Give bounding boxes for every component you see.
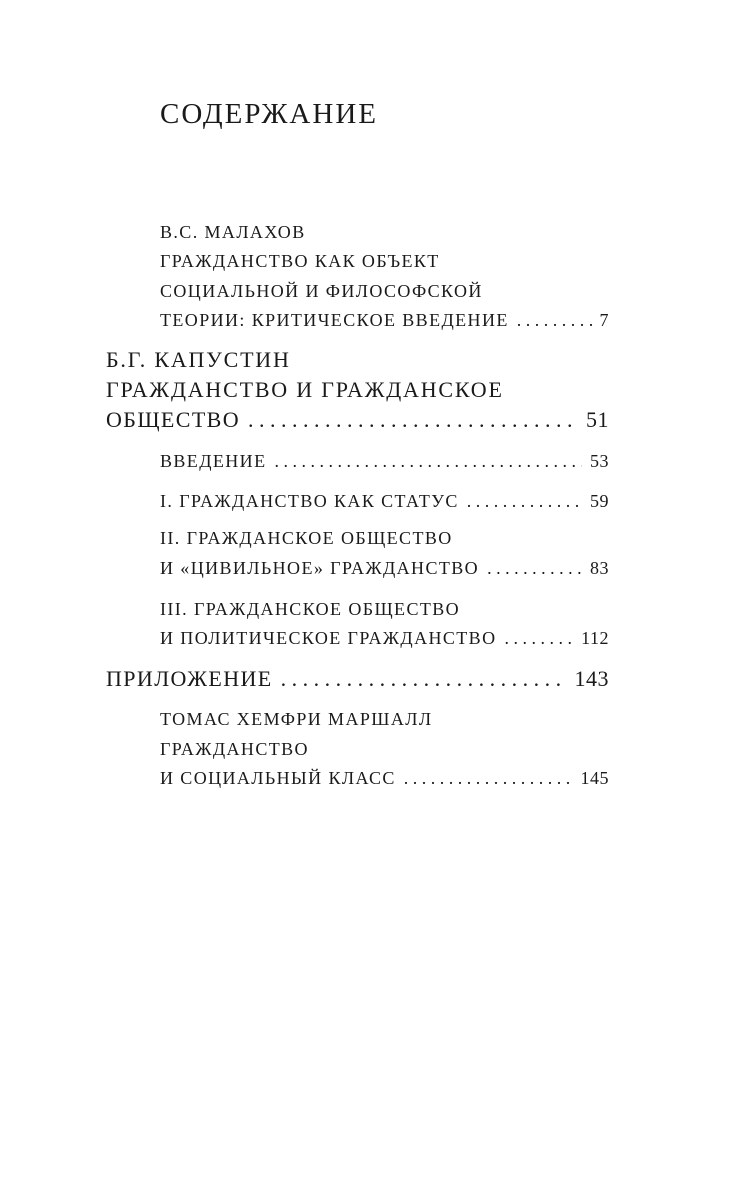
page-number: 143 <box>574 666 609 691</box>
toc-entry-malakhov[interactable] <box>160 310 609 331</box>
page-number: 7 <box>599 310 609 330</box>
chapter-3-line2: И ПОЛИТИЧЕСКОЕ ГРАЖДАНСТВО <box>160 628 497 648</box>
kapustin-title-line2: ОБЩЕСТВО <box>106 407 241 432</box>
marshall-title-line1: ГРАЖДАНСТВО <box>160 739 309 759</box>
marshall-author: ТОМАС ХЕМФРИ МАРШАЛЛ <box>160 709 433 729</box>
toc-entry-intro[interactable] <box>160 451 609 472</box>
chapter-2-line1: II. ГРАЖДАНСКОЕ ОБЩЕСТВО <box>160 528 453 548</box>
page-number: 59 <box>590 491 609 511</box>
kapustin-author: Б.Г. КАПУСТИН <box>106 347 291 372</box>
chapter-2-line2: И «ЦИВИЛЬНОЕ» ГРАЖДАНСТВО <box>160 558 480 578</box>
kapustin-title-line1: ГРАЖДАНСТВО И ГРАЖДАНСКОЕ <box>106 377 504 402</box>
malakhov-title-line3: ТЕОРИИ: КРИТИЧЕСКОЕ ВВЕДЕНИЕ <box>160 310 509 330</box>
toc-entry-chapter-2[interactable] <box>160 558 609 579</box>
leader-dots <box>517 310 592 331</box>
appendix-label: ПРИЛОЖЕНИЕ <box>106 666 273 691</box>
toc-entry-appendix[interactable] <box>106 666 609 692</box>
chapter-3-line1: III. ГРАЖДАНСКОЕ ОБЩЕСТВО <box>160 599 461 619</box>
page-number: 145 <box>580 768 609 788</box>
chapter-1-label: I. ГРАЖДАНСТВО КАК СТАТУС <box>160 491 459 511</box>
leader-dots <box>404 768 573 789</box>
malakhov-title-line1: ГРАЖДАНСТВО КАК ОБЪЕКТ <box>160 251 440 271</box>
malakhov-title-line2: СОЦИАЛЬНОЙ И ФИЛОСОФСКОЙ <box>160 281 483 301</box>
toc-entry-chapter-3[interactable] <box>160 628 609 649</box>
page-number: 83 <box>590 558 609 578</box>
leader-dots <box>467 491 582 512</box>
malakhov-author: В.С. МАЛАХОВ <box>160 222 306 242</box>
page-number: 53 <box>590 451 609 471</box>
leader-dots <box>281 666 567 692</box>
toc-entry-chapter-1[interactable] <box>160 491 609 512</box>
page-number: 51 <box>586 407 609 432</box>
toc-entry-kapustin[interactable] <box>106 407 609 433</box>
leader-dots <box>274 451 582 472</box>
page-title: СОДЕРЖАНИЕ <box>160 98 378 130</box>
intro-label: ВВЕДЕНИЕ <box>160 451 267 471</box>
leader-dots <box>248 407 578 433</box>
toc-entry-marshall[interactable] <box>160 768 609 789</box>
leader-dots <box>487 558 582 579</box>
marshall-title-line2: И СОЦИАЛЬНЫЙ КЛАСС <box>160 768 396 788</box>
leader-dots <box>504 628 573 649</box>
page-number: 112 <box>581 628 609 648</box>
